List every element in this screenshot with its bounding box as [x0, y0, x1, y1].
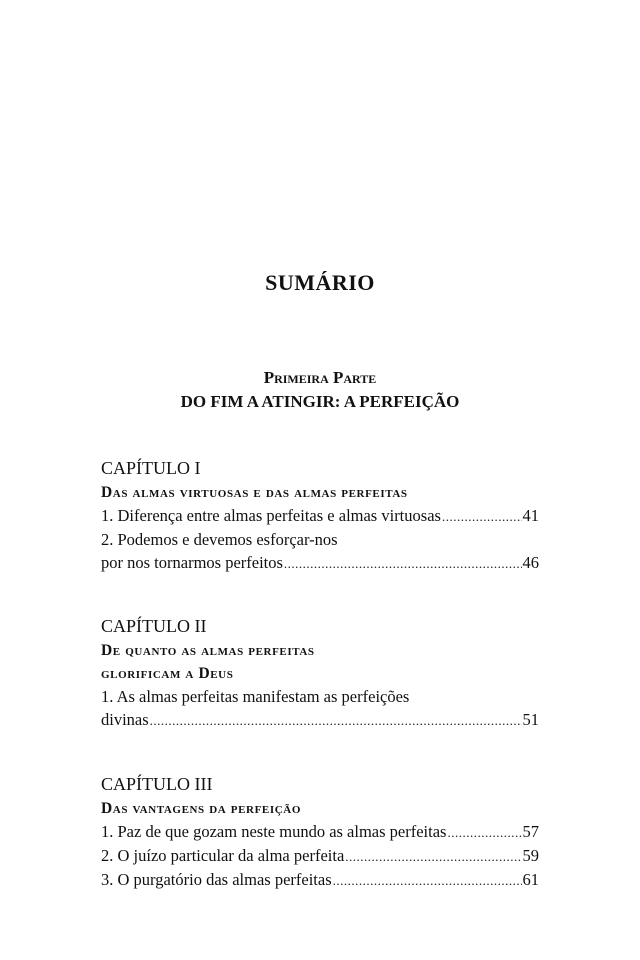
toc-entry-line: [101, 844, 539, 868]
chapter-label: CAPÍTULO I: [101, 458, 201, 478]
page-number: 51: [522, 710, 539, 729]
toc-entry-line: [101, 708, 539, 732]
toc-entry[interactable]: [101, 504, 539, 528]
toc-entry-line: [101, 504, 539, 528]
toc-entry-text: 2. Podemos e devemos esforçar-nos: [101, 530, 338, 549]
chapter-label: CAPÍTULO III: [101, 774, 213, 794]
part-label: Primeira Parte: [263, 368, 377, 387]
dot-leader: [442, 505, 522, 528]
dot-leader: [150, 709, 522, 732]
page-title: SUMÁRIO: [265, 270, 375, 295]
page-number: 41: [522, 506, 539, 525]
toc-entry-text: divinas: [101, 710, 149, 729]
toc-entry-text: 1. Diferença entre almas perfeitas e almas virtuosas: [101, 506, 441, 525]
page-number: 46: [522, 553, 539, 572]
toc-entry[interactable]: [101, 528, 539, 575]
dot-leader: [447, 821, 521, 844]
chapter-section: [101, 455, 539, 575]
page-number: 59: [522, 846, 539, 865]
chapter-title: glorificam a Deus: [101, 665, 234, 682]
toc-entry-line: [101, 868, 539, 892]
page-number: 57: [522, 822, 539, 841]
toc-entry[interactable]: [101, 844, 539, 868]
chapter-title: Das almas virtuosas e das almas perfeitas: [101, 484, 408, 501]
dot-leader: [333, 869, 522, 892]
dot-leader: [345, 845, 521, 868]
toc-entry-text: por nos tornarmos perfeitos: [101, 553, 283, 572]
part-title: DO FIM A ATINGIR: A PERFEIÇÃO: [180, 392, 460, 411]
toc-entry-line: [101, 820, 539, 844]
chapter-label: CAPÍTULO II: [101, 616, 207, 636]
toc-entry-text: 3. O purgatório das almas perfeitas: [101, 870, 332, 889]
toc-entry[interactable]: [101, 868, 539, 892]
part-heading: [0, 366, 640, 414]
chapter-section: [101, 771, 539, 892]
toc-entry-text: 1. Paz de que gozam neste mundo as almas perfeitas: [101, 822, 447, 841]
toc-entry-text: 2. O juízo particular da alma perfeita: [101, 846, 345, 865]
toc-entry-text: 1. As almas perfeitas manifestam as perfeições: [101, 687, 410, 706]
chapter-section: [101, 613, 539, 732]
chapter-title: De quanto as almas perfeitas: [101, 642, 315, 659]
page-number: 61: [522, 870, 539, 889]
chapter-title: Das vantagens da perfeição: [101, 800, 301, 817]
toc-entry[interactable]: [101, 820, 539, 844]
toc-entry-line: [101, 551, 539, 575]
toc-entry[interactable]: [101, 685, 539, 732]
dot-leader: [284, 552, 522, 575]
